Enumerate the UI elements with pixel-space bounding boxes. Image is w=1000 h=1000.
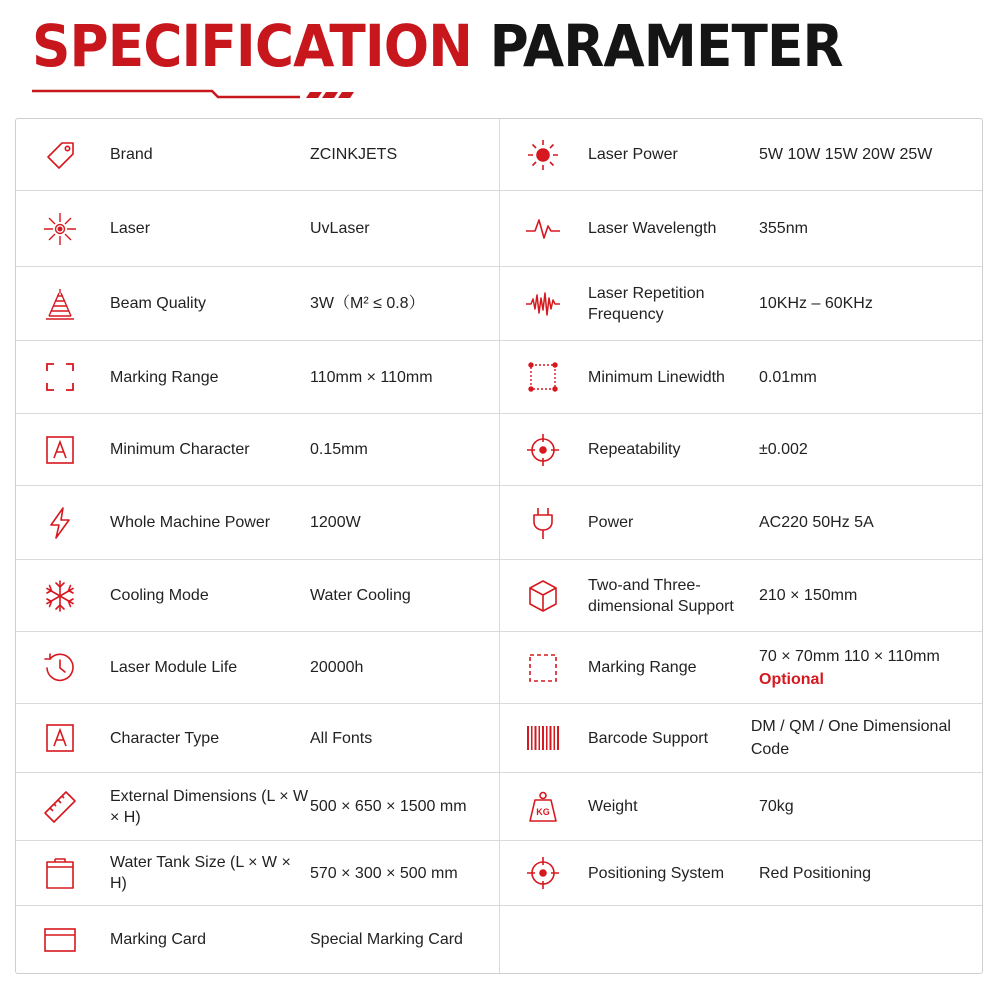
- cube-icon: [525, 578, 561, 614]
- sun-icon: [525, 137, 561, 173]
- wave-icon: [525, 211, 561, 247]
- spec-value-group: [759, 645, 940, 691]
- spec-value: Water Cooling: [310, 587, 411, 604]
- spec-row-marking-card: [16, 906, 500, 973]
- kg-label: KG: [536, 806, 550, 817]
- letter-a-icon: [42, 720, 78, 756]
- spec-row-character-type: [16, 704, 500, 773]
- spec-label: Laser Repetition Frequency: [588, 284, 705, 323]
- spec-value: 500 × 650 × 1500 mm: [310, 798, 467, 815]
- barcode-icon: [525, 720, 561, 756]
- letter-a-icon: [42, 432, 78, 468]
- spec-row-marking-range: [16, 341, 500, 414]
- spec-value: 1200W: [310, 514, 361, 531]
- price-tag-icon: [42, 137, 78, 173]
- spec-value: 10KHz – 60KHz: [759, 295, 873, 312]
- spec-row-minimum-linewidth: [500, 341, 982, 414]
- spec-row-external-dimensions: [16, 773, 500, 841]
- spec-label: External Dimensions (L × W × H): [110, 787, 309, 826]
- spec-value: 0.01mm: [759, 368, 817, 386]
- spec-value: 210 × 150mm: [759, 587, 858, 604]
- spec-label: Repeatability: [588, 441, 681, 458]
- spec-row-laser: [16, 191, 500, 267]
- lightning-icon: [42, 505, 78, 541]
- spec-value: 570 × 300 × 500 mm: [310, 864, 458, 882]
- spec-row-water-tank-size: [16, 841, 500, 906]
- optional-note: Optional: [759, 670, 824, 688]
- spec-value: Red Positioning: [759, 864, 872, 882]
- spec-row-laser-module-life: [16, 632, 500, 704]
- title-dark: PARAMETER: [489, 12, 843, 80]
- spec-row-positioning-system: [500, 841, 982, 906]
- spec-row-barcode-support: [500, 704, 982, 773]
- spec-label: Two-and Three-dimensional Support: [588, 576, 734, 615]
- spec-value: AC220 50Hz 5A: [759, 514, 874, 531]
- spec-label: Weight: [588, 798, 638, 815]
- spec-value: 355nm: [759, 220, 808, 237]
- spec-value: 5W 10W 15W 20W 25W: [759, 146, 933, 163]
- spec-label: Marking Range: [588, 659, 697, 676]
- spec-row-two-three-dimensional: [500, 560, 982, 632]
- spec-row-weight: [500, 773, 982, 841]
- spec-value: 0.15mm: [310, 441, 368, 458]
- spec-value: ±0.002: [759, 441, 808, 458]
- beam-cone-icon: [42, 286, 78, 322]
- spec-row-empty: [500, 906, 982, 973]
- spec-row-power: [500, 486, 982, 560]
- spec-label: Cooling Mode: [110, 587, 209, 604]
- spec-value: UvLaser: [310, 220, 370, 237]
- spec-label: Brand: [110, 146, 153, 163]
- spec-value: All Fonts: [310, 729, 373, 747]
- spec-row-repeatability: [500, 414, 982, 486]
- page-title: [32, 6, 843, 86]
- ruler-icon: [42, 789, 78, 825]
- crosshair-icon: [525, 432, 561, 468]
- spec-label: Marking Card: [110, 931, 207, 948]
- spec-value: 70kg: [759, 798, 794, 815]
- spec-label: Beam Quality: [110, 295, 207, 312]
- spec-label: Laser Wavelength: [588, 220, 717, 237]
- spec-label: Positioning System: [588, 864, 725, 882]
- spec-row-laser-power: [500, 119, 982, 191]
- spec-label: Laser: [110, 220, 151, 237]
- spec-row-laser-wavelength: [500, 191, 982, 267]
- spec-value: 3W（M² ≤ 0.8）: [310, 295, 425, 312]
- frame-corners-icon: [42, 359, 78, 395]
- spec-label: Whole Machine Power: [110, 514, 271, 531]
- spec-label: Marking Range: [110, 368, 219, 386]
- weight-kg-icon: [525, 789, 561, 825]
- spec-label: Laser Module Life: [110, 659, 238, 676]
- spec-label: Power: [588, 514, 634, 531]
- spec-value: 70 × 70mm 110 × 110mm: [759, 647, 940, 665]
- spec-row-cooling-mode: [16, 560, 500, 632]
- spec-row-marking-range-optional: [500, 632, 982, 704]
- spec-row-brand: [16, 119, 500, 191]
- snowflake-icon: [42, 578, 78, 614]
- spec-value: Special Marking Card: [310, 931, 463, 948]
- spec-value: 110mm × 110mm: [310, 368, 433, 386]
- spec-value: ZCINKJETS: [310, 146, 398, 163]
- card-icon: [42, 922, 78, 958]
- crosshair-icon: [525, 855, 561, 891]
- spec-row-minimum-character: [16, 414, 500, 486]
- spec-label: Minimum Linewidth: [588, 368, 725, 386]
- title-underline: [32, 88, 362, 100]
- water-tank-icon: [42, 855, 78, 891]
- title-red: SPECIFICATION: [32, 12, 472, 80]
- spec-row-beam-quality: [16, 267, 500, 341]
- spec-label: Water Tank Size (L × W × H): [110, 854, 291, 892]
- spec-value: DM / QM / One Dimensional Code: [750, 718, 951, 758]
- spec-label: Minimum Character: [110, 441, 250, 458]
- spec-label: Character Type: [110, 729, 220, 747]
- spec-row-whole-machine-power: [16, 486, 500, 560]
- laser-burst-icon: [42, 211, 78, 247]
- spec-label: Laser Power: [588, 146, 678, 163]
- dotted-square-icon: [525, 359, 561, 395]
- spec-table: [15, 118, 983, 974]
- spec-label: Barcode Support: [588, 729, 709, 747]
- dashed-square-icon: [525, 650, 561, 686]
- plug-icon: [525, 505, 561, 541]
- clock-icon: [42, 650, 78, 686]
- spec-value: 20000h: [310, 659, 364, 676]
- spec-row-laser-repetition: [500, 267, 982, 341]
- frequency-wave-icon: [525, 286, 561, 322]
